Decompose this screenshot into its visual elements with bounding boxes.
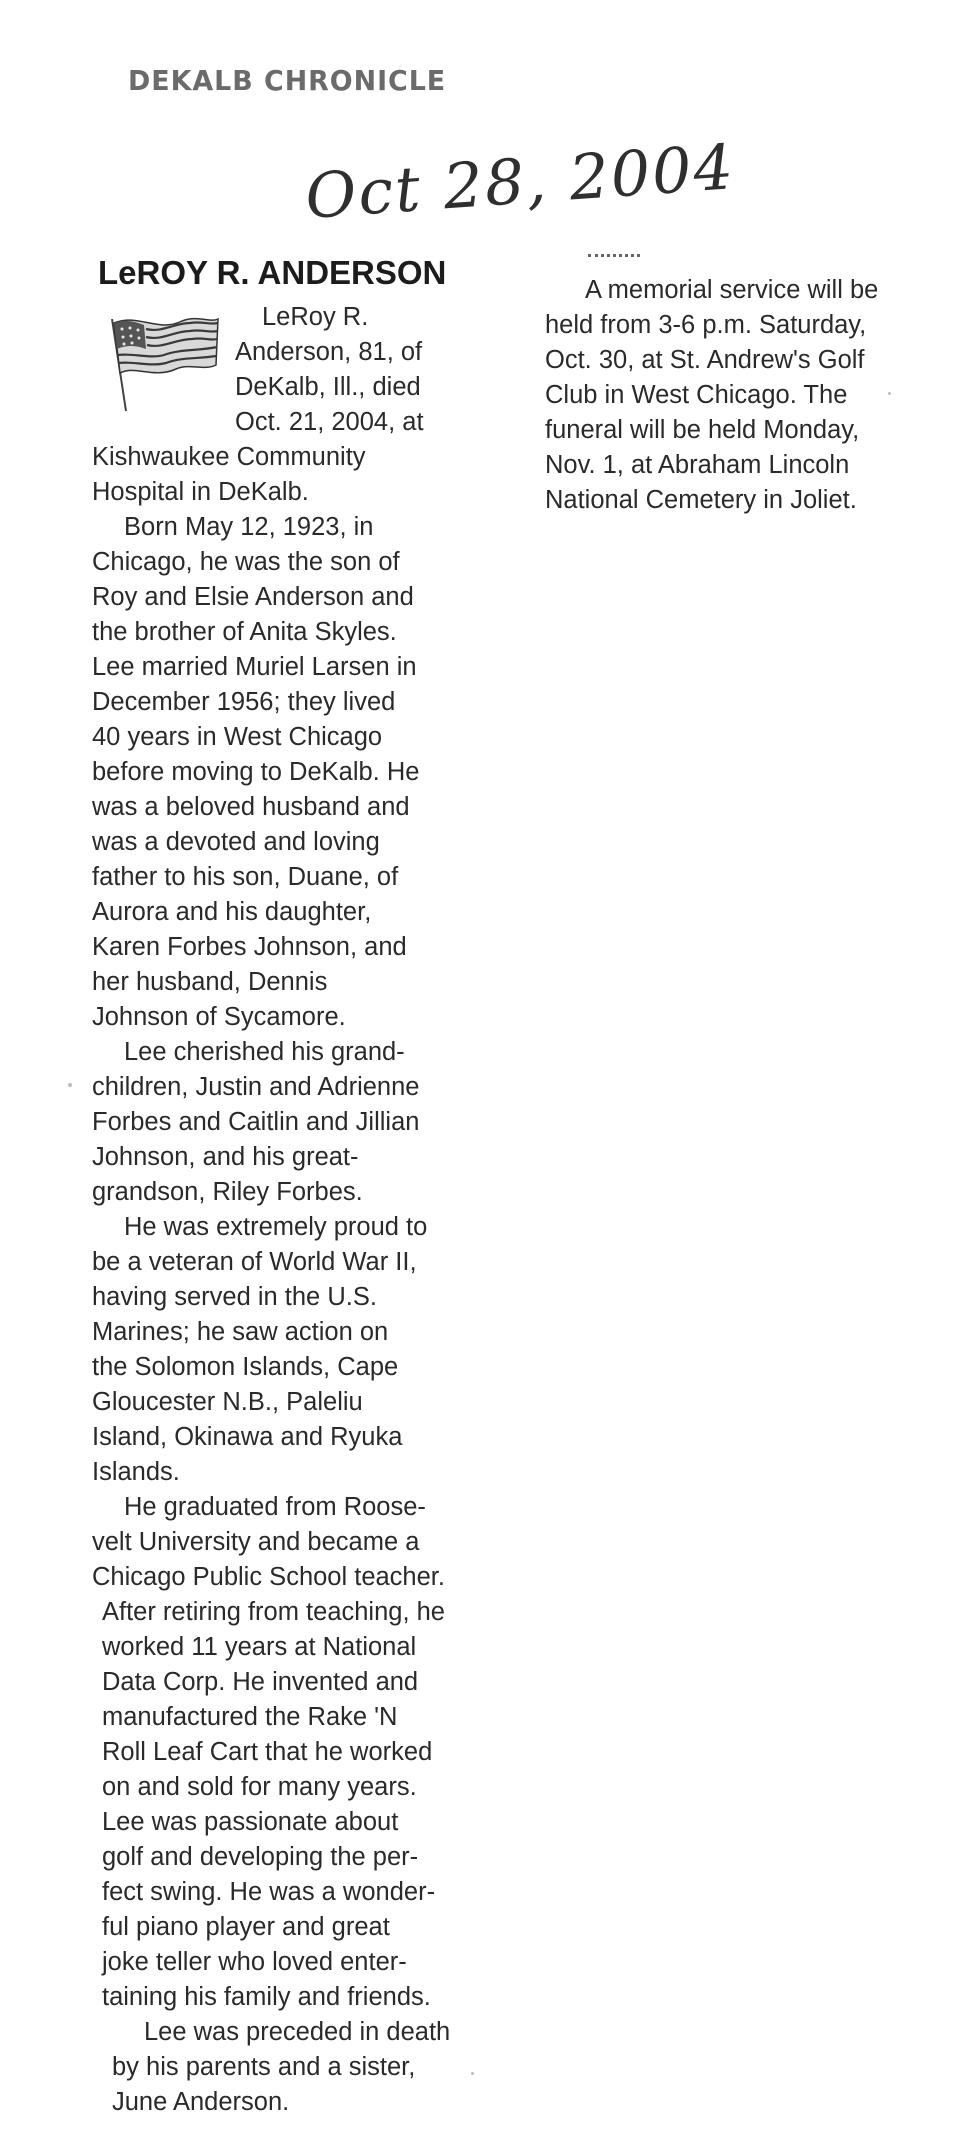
text-line: Nov. 1, at Abraham Lincoln (545, 451, 850, 479)
handwritten-date: Oct 28, 2004 (302, 130, 738, 233)
text-line: was a devoted and loving (92, 828, 380, 856)
text-line: Johnson of Sycamore. (92, 1003, 346, 1031)
text-line: Gloucester N.B., Paleliu (92, 1388, 363, 1416)
text-line: having served in the U.S. (92, 1283, 377, 1311)
text-line: funeral will be held Monday, (545, 416, 860, 444)
text-line: was a beloved husband and (92, 793, 410, 821)
text-line: Anderson, 81, of (235, 338, 423, 366)
text-line: Roy and Elsie Anderson and (92, 583, 414, 611)
text-line: Oct. 21, 2004, at (235, 408, 424, 436)
text-line: golf and developing the per- (102, 1843, 419, 1871)
text-line: Johnson, and his great- (92, 1143, 359, 1171)
text-line: her husband, Dennis (92, 968, 328, 996)
text-line: DeKalb, Ill., died (235, 373, 421, 401)
text-line: Roll Leaf Cart that he worked (102, 1738, 433, 1766)
text-line: December 1956; they lived (92, 688, 396, 716)
text-line: ful piano player and great (102, 1913, 390, 1941)
text-line: taining his family and friends. (102, 1983, 431, 2011)
text-line: He was extremely proud to (124, 1213, 428, 1241)
text-line: Kishwaukee Community (92, 443, 366, 471)
text-line: LeRoy R. (262, 303, 369, 331)
text-line: Data Corp. He invented and (102, 1668, 419, 1696)
text-line: by his parents and a sister, (112, 2053, 416, 2081)
text-line: A memorial service will be (585, 276, 879, 304)
text-line: be a veteran of World War II, (92, 1248, 417, 1276)
newspaper-masthead: DEKALB CHRONICLE (128, 64, 447, 97)
text-line: Oct. 30, at St. Andrew's Golf (545, 346, 865, 374)
text-line: Aurora and his daughter, (92, 898, 372, 926)
text-line: Forbes and Caitlin and Jillian (92, 1108, 420, 1136)
scan-speck (888, 392, 891, 395)
text-line: Islands. (92, 1458, 180, 1486)
text-line: National Cemetery in Joliet. (545, 486, 857, 514)
scan-speck (68, 1083, 72, 1087)
obituary-headline: LeROY R. ANDERSON (98, 254, 447, 291)
text-line: joke teller who loved enter- (102, 1948, 407, 1976)
text-line: Lee married Muriel Larsen in (92, 653, 417, 681)
text-line: the brother of Anita Skyles. (92, 618, 397, 646)
text-line: He graduated from Roose- (124, 1493, 426, 1521)
text-line: Lee was preceded in death (144, 2018, 451, 2046)
clipping-cut-mark (588, 246, 640, 257)
text-line: Lee cherished his grand- (124, 1038, 405, 1066)
text-line: Marines; he saw action on (92, 1318, 389, 1346)
text-line: 40 years in West Chicago (92, 723, 383, 751)
text-line: velt University and became a (92, 1528, 420, 1556)
text-line: father to his son, Duane, of (92, 863, 399, 891)
obituary-column-2 (545, 273, 925, 518)
text-line: the Solomon Islands, Cape (92, 1353, 399, 1381)
text-line: grandson, Riley Forbes. (92, 1178, 363, 1206)
text-line: Hospital in DeKalb. (92, 478, 309, 506)
text-line: June Anderson. (112, 2088, 290, 2116)
obituary-column-1 (92, 300, 532, 2120)
text-line: held from 3-6 p.m. Saturday, (545, 311, 867, 339)
text-line: Lee was passionate about (102, 1808, 399, 1836)
text-line: Chicago, he was the son of (92, 548, 400, 576)
text-line: fect swing. He was a wonder- (102, 1878, 436, 1906)
text-line: Karen Forbes Johnson, and (92, 933, 407, 961)
text-line: manufactured the Rake 'N (102, 1703, 398, 1731)
text-line: Born May 12, 1923, in (124, 513, 374, 541)
text-line: before moving to DeKalb. He (92, 758, 420, 786)
text-line: Club in West Chicago. The (545, 381, 848, 409)
text-line: Island, Okinawa and Ryuka (92, 1423, 403, 1451)
text-line: After retiring from teaching, he (102, 1598, 445, 1626)
text-line: children, Justin and Adrienne (92, 1073, 420, 1101)
text-line: on and sold for many years. (102, 1773, 417, 1801)
scan-speck (471, 2072, 474, 2075)
text-line: Chicago Public School teacher. (92, 1563, 445, 1591)
text-line: worked 11 years at National (102, 1633, 417, 1661)
